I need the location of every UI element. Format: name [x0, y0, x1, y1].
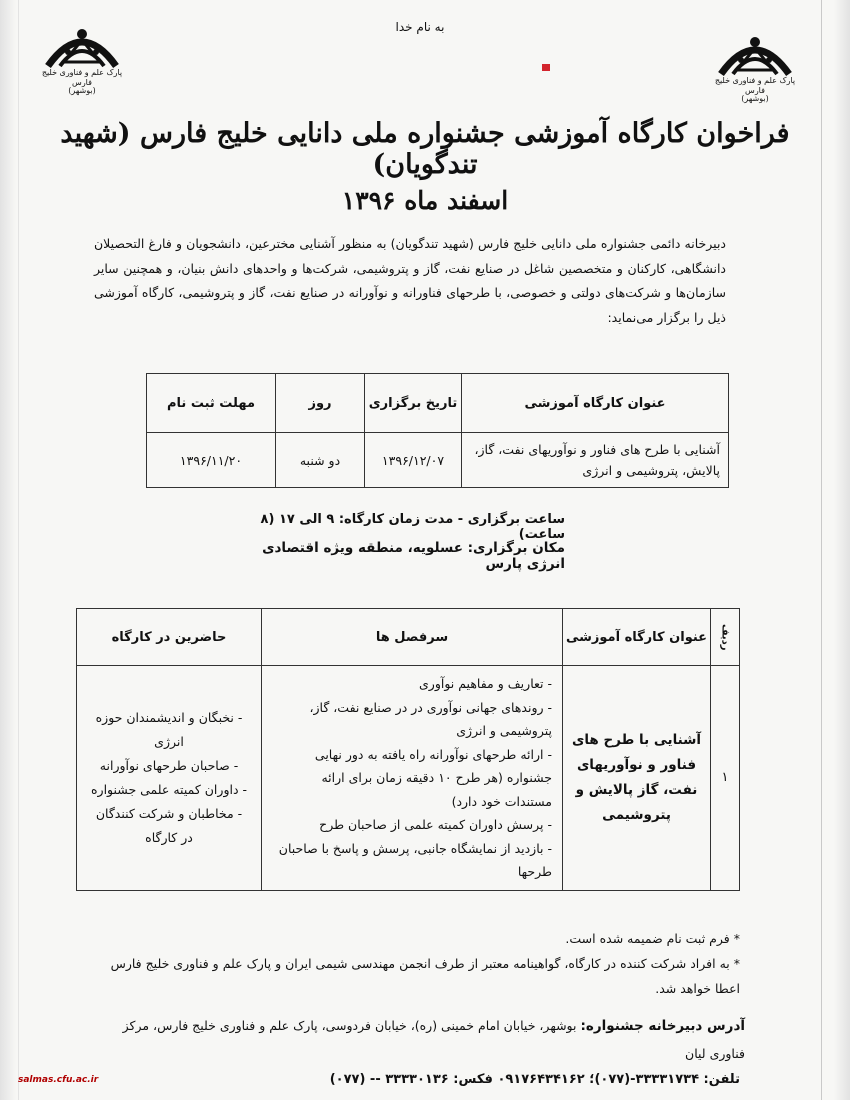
address-label: آدرس دبیرخانه جشنواره:: [580, 1018, 745, 1034]
list-item: - بازدید از نمایشگاه جانبی، پرسش و پاسخ با صاحبان طرحها: [278, 840, 552, 879]
logo-caption-line1: پارک علم و فناوری خلیج فارس: [41, 68, 123, 87]
detail-header-topics: سرفصل ها: [262, 609, 563, 666]
address-text: بوشهر، خیابان امام خمینی (ره)، خیابان فردوسی، پارک علم و فناوری خلیج فارس، مرکز فناوری لیان: [122, 1018, 745, 1061]
detail-header-participants: حاضرین در کارگاه: [77, 609, 262, 666]
participants-list: [89, 706, 249, 850]
topics-list: [272, 672, 552, 884]
schedule-header-date: تاریخ برگزاری: [365, 374, 462, 433]
list-item: - مخاطبان و شرکت کنندگان در کارگاه: [95, 805, 243, 845]
park-logo-icon: [42, 22, 122, 70]
park-logo-icon: [715, 30, 795, 78]
detail-cell-participants: [77, 666, 262, 891]
list-item: - ارائه طرحهای نوآورانه راه یافته به دور نهایی جشنواره (هر طرح ۱۰ دقیقه زمان برای ارائه مستندات خود دارد): [314, 746, 552, 809]
schedule-cell-title: آشنایی با طرح های فناور و نوآوریهای نفت، گاز، پالایش، پتروشیمی و انرژی: [462, 433, 729, 488]
table-row: [147, 433, 729, 488]
logo-caption-line2: (بوشهر): [68, 86, 96, 95]
place-line: مکان برگزاری: عسلویه، منطقه ویژه اقتصادی انرژی پارس: [262, 540, 565, 572]
schedule-header-row: [147, 374, 729, 433]
park-logo-left: [32, 22, 132, 96]
schedule-cell-date: ۱۳۹۶/۱۲/۰۷: [365, 433, 462, 488]
time-line: ساعت برگزاری - مدت زمان کارگاه: ۹ الی ۱۷ (۸ ساعت): [260, 512, 565, 542]
intro-paragraph: دبیرخانه دائمی جشنواره ملی دانایی خلیج فارس (شهید تندگویان) به منظور آشنایی مخترعین، دانشجویان و فارغ التحصیلان دانشگاهی، کارکنان و متخصصین شاغل در صنایع نفت، گاز و پتروشیمی، شرکت‌ها و واحدهای دانش بنیان، و همچنین سایر سازمان‌ها و شرکت‌های دولتی و خصوصی، با طرحهای فناورانه و نوآورانه در صنایع نفت، گاز و پتروشیمی، کارگاه آموزشی ذیل را برگزار می‌نماید:: [94, 236, 726, 325]
phone-line: تلفن: ۳۳۳۳۱۷۳۴-(۰۷۷)؛ ۰۹۱۷۶۴۳۴۱۶۲ فکس: ۳۳۳۳۰۱۳۶ -- (۰۷۷): [329, 1072, 740, 1087]
list-item: - داوران کمیته علمی جشنواره: [91, 781, 247, 797]
schedule-header-title: عنوان کارگاه آموزشی: [462, 374, 729, 433]
note-certificate: * به افراد شرکت کننده در کارگاه، گواهینامه معتبر از طرف انجمن مهندسی شیمی ایران و پارک علم و فناوری خلیج فارس اعطا خواهد شد.: [110, 956, 740, 996]
logo-caption-line1: پارک علم و فناوری خلیج فارس: [714, 76, 796, 95]
scan-line-right: [821, 0, 822, 1100]
schedule-header-day: روز: [276, 374, 365, 433]
scan-line-left: [18, 0, 19, 1100]
watermark: salmas.cfu.ac.ir: [18, 1075, 99, 1085]
list-item: - نخبگان و اندیشمندان حوزه انرژی: [95, 709, 243, 749]
list-item: - صاحبان طرحهای نوآورانه: [99, 757, 239, 773]
schedule-cell-deadline: ۱۳۹۶/۱۱/۲۰: [147, 433, 276, 488]
scan-edge-right: [834, 0, 850, 1100]
notes: [90, 926, 740, 1001]
park-logo-right: [705, 30, 805, 104]
detail-cell-title: آشنایی با طرح های فناور و نوآوریهای نفت، گاز پالایش و پتروشیمی: [563, 666, 711, 891]
address-block: [100, 1012, 745, 1068]
schedule-header-deadline: مهلت ثبت نام: [147, 374, 276, 433]
detail-header-row-number: ردیف: [711, 609, 740, 666]
detail-header-row: [77, 609, 740, 666]
note-registration-form: * فرم ثبت نام ضمیمه شده است.: [565, 931, 740, 946]
schedule-cell-day: دو شنبه: [276, 433, 365, 488]
logo-caption-line2: (بوشهر): [741, 94, 769, 103]
list-item: - روندهای جهانی نوآوری در در صنایع نفت، گاز، پتروشیمی و انرژی: [309, 699, 552, 738]
list-item: - پرسش داوران کمیته علمی از صاحبان طرح: [319, 817, 552, 832]
table-row: [77, 666, 740, 891]
page-title: فراخوان کارگاه آموزشی جشنواره ملی دانایی خلیج فارس (شهید تندگویان): [60, 118, 790, 180]
detail-cell-topics: [262, 666, 563, 891]
list-item: - تعاریف و مفاهیم نوآوری: [419, 676, 552, 691]
detail-cell-row-number: ۱: [711, 666, 740, 891]
schedule-table: [146, 373, 729, 488]
detail-header-title: عنوان کارگاه آموزشی: [563, 609, 711, 666]
basmala: به نام خدا: [395, 20, 445, 34]
detail-table: [76, 608, 740, 891]
red-stamp-mark: [542, 64, 550, 71]
page-subtitle: اسفند ماه ۱۳۹۶: [341, 186, 509, 215]
scan-edge-left: [0, 0, 16, 1100]
